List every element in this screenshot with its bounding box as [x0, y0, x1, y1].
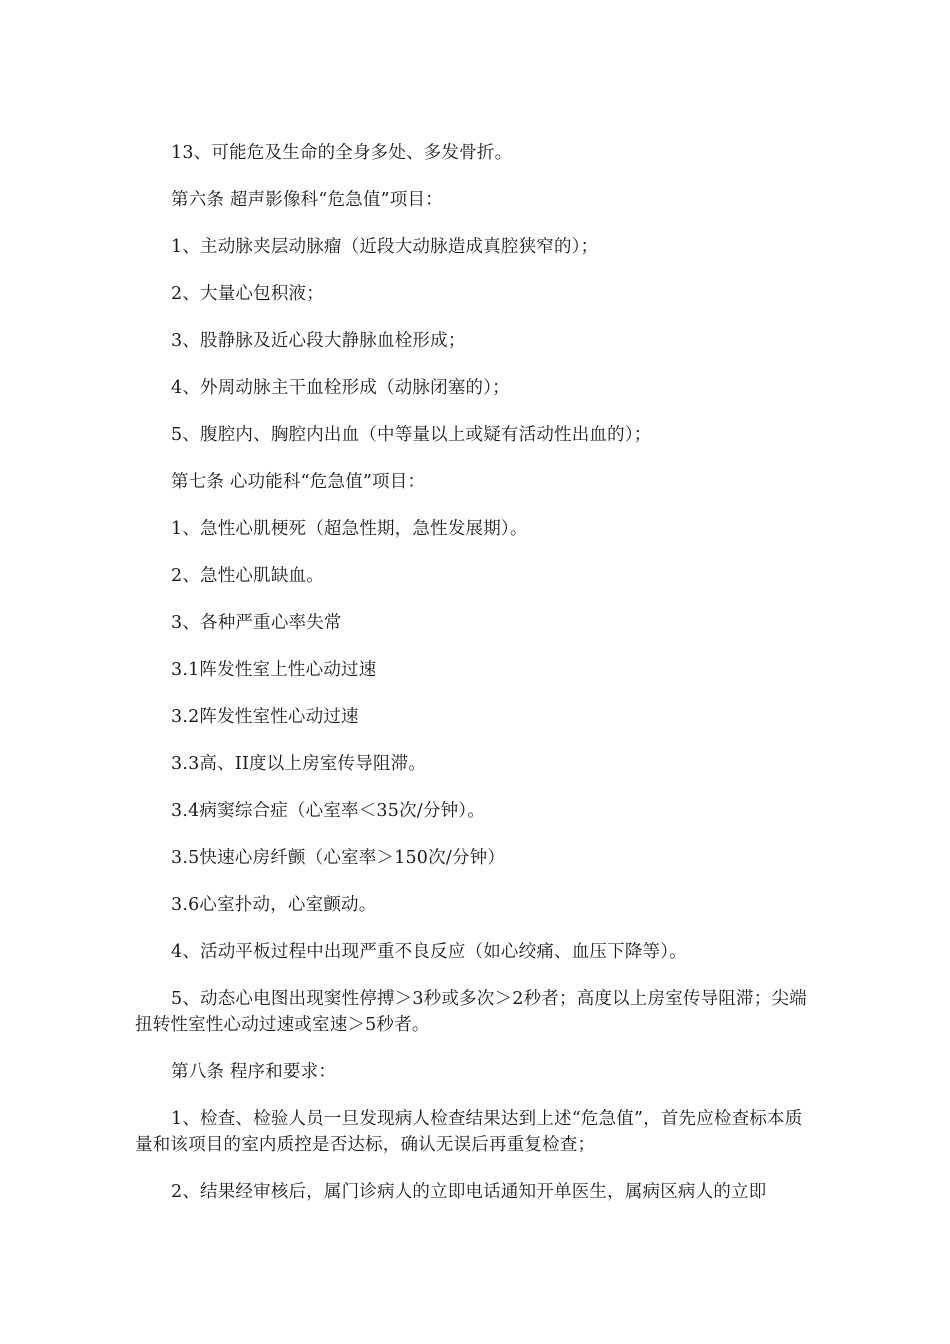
paragraph-cardiac-item-3-3: 3.3高、II度以上房室传导阻滞。: [171, 754, 427, 774]
paragraph-ultrasound-item-3: 3、股静脉及近心段大静脉血栓形成；: [171, 331, 466, 351]
paragraph-ultrasound-item-1: 1、主动脉夹层动脉瘤（近段大动脉造成真腔狭窄的）；: [171, 237, 599, 257]
paragraph-article-6-heading: 第六条 超声影像科“危急值”项目：: [171, 190, 443, 210]
paragraph-cardiac-item-2: 2、急性心肌缺血。: [171, 566, 324, 586]
paragraph-cardiac-item-1: 1、急性心肌梗死（超急性期，急性发展期）。: [171, 519, 528, 539]
paragraph-ultrasound-item-5: 5、腹腔内、胸腔内出血（中等量以上或疑有活动性出血的）；: [171, 425, 652, 445]
paragraph-article-8-heading: 第八条 程序和要求：: [171, 1062, 337, 1082]
paragraph-cardiac-item-3-6: 3.6心室扑动，心室颤动。: [171, 895, 377, 915]
paragraph-cardiac-item-5: 5、动态心电图出现窦性停搏＞3秒或多次＞2秒者；高度以上房室传导阻滞；尖端扭转性室性心动过速或室速＞5秒者。: [135, 989, 807, 1035]
paragraph-cardiac-item-3-5: 3.5快速心房纤颤（心室率＞150次/分钟）: [171, 848, 506, 868]
paragraph-cardiac-item-3-2: 3.2阵发性室性心动过速: [171, 707, 359, 727]
paragraph-ultrasound-item-2: 2、大量心包积液；: [171, 284, 324, 304]
paragraph-cardiac-item-3-4: 3.4病窦综合症（心室率＜35次/分钟）。: [171, 801, 485, 821]
paragraph-procedure-item-2: 2、结果经审核后，属门诊病人的立即电话通知开单医生，属病区病人的立即: [171, 1182, 767, 1202]
paragraph-procedure-item-1: 1、检查、检验人员一旦发现病人检查结果达到上述“危急值”，首先应检查标本质量和该项目的室内质控是否达标，确认无误后再重复检查；: [135, 1109, 803, 1155]
paragraph-cardiac-item-3-1: 3.1阵发性室上性心动过速: [171, 660, 377, 680]
document-body: [135, 140, 815, 1205]
paragraph-cardiac-item-3: 3、各种严重心率失常: [171, 613, 342, 633]
paragraph-13-fracture: 13、可能危及生命的全身多处、多发骨折。: [171, 143, 513, 163]
paragraph-ultrasound-item-4: 4、外周动脉主干血栓形成（动脉闭塞的）；: [171, 378, 510, 398]
paragraph-cardiac-item-4: 4、活动平板过程中出现严重不良反应（如心绞痛、血压下降等）。: [171, 942, 687, 962]
paragraph-article-7-heading: 第七条 心功能科“危急值”项目：: [171, 472, 426, 492]
